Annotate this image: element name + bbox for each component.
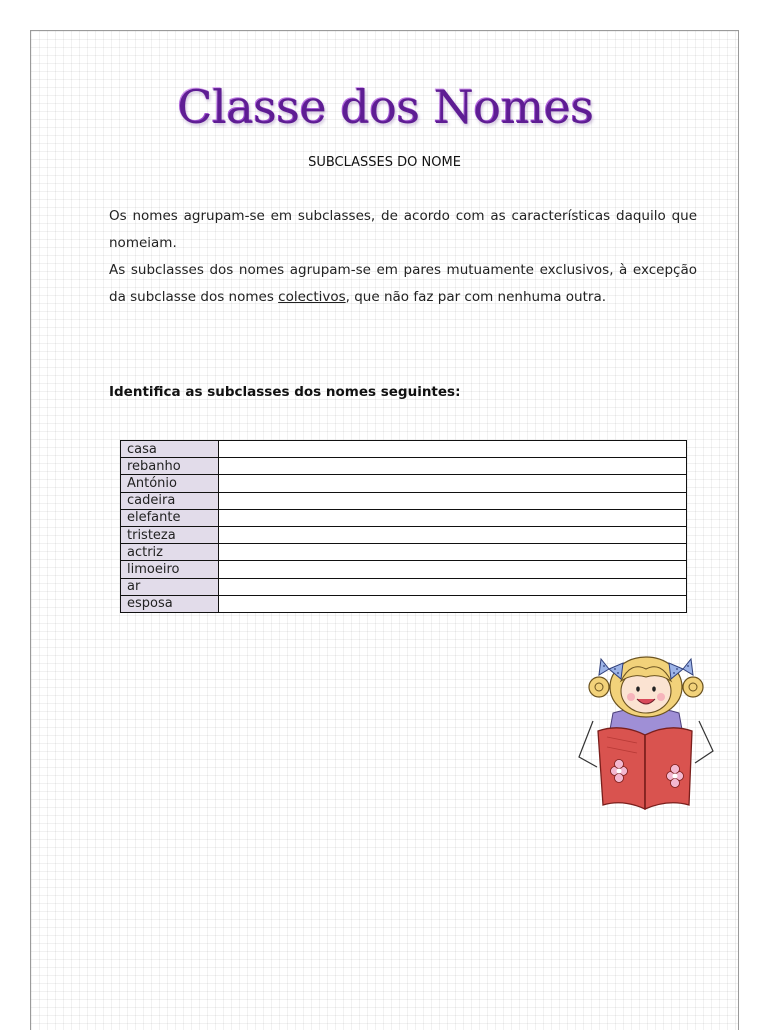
- word-cell: tristeza: [121, 526, 219, 543]
- table-row: [121, 544, 687, 561]
- word-cell: rebanho: [121, 458, 219, 475]
- table-row: [121, 458, 687, 475]
- table-row: [121, 475, 687, 492]
- answer-cell[interactable]: [219, 561, 687, 578]
- answer-cell[interactable]: [219, 475, 687, 492]
- answer-cell[interactable]: [219, 544, 687, 561]
- intro-paragraph-2-end: , que não faz par com nenhuma outra.: [345, 289, 607, 305]
- intro-paragraph-2: [109, 257, 697, 311]
- word-cell: actriz: [121, 544, 219, 561]
- answer-cell[interactable]: [219, 441, 687, 458]
- intro-text: [109, 203, 697, 311]
- table-row: [121, 561, 687, 578]
- word-cell: António: [121, 475, 219, 492]
- answer-cell[interactable]: [219, 509, 687, 526]
- word-cell: limoeiro: [121, 561, 219, 578]
- worksheet-page: [30, 30, 739, 1030]
- intro-paragraph-2-start: As subclasses dos nomes agrupam-se em pares mutuamente exclusivos, à excepção da subclasse dos nomes: [109, 262, 697, 305]
- exercise-table: [120, 440, 687, 613]
- table-row: [121, 578, 687, 595]
- word-cell: esposa: [121, 595, 219, 612]
- answer-cell[interactable]: [219, 458, 687, 475]
- intro-paragraph-1: Os nomes agrupam-se em subclasses, de acordo com as características daquilo que nomeiam.: [109, 208, 697, 251]
- table-row: [121, 441, 687, 458]
- answer-cell[interactable]: [219, 492, 687, 509]
- answer-cell[interactable]: [219, 595, 687, 612]
- page-title: Classe dos Nomes: [31, 79, 738, 133]
- answer-cell[interactable]: [219, 526, 687, 543]
- word-cell: elefante: [121, 509, 219, 526]
- girl-reading-book-icon: [571, 639, 721, 821]
- underlined-term: colectivos: [278, 289, 346, 305]
- table-row: [121, 509, 687, 526]
- answer-cell[interactable]: [219, 578, 687, 595]
- table-row: [121, 492, 687, 509]
- section-subtitle: SUBCLASSES DO NOME: [308, 155, 461, 170]
- word-cell: casa: [121, 441, 219, 458]
- word-cell: ar: [121, 578, 219, 595]
- word-cell: cadeira: [121, 492, 219, 509]
- table-row: [121, 526, 687, 543]
- exercise-instruction: Identifica as subclasses dos nomes seguintes:: [109, 384, 461, 400]
- table-row: [121, 595, 687, 612]
